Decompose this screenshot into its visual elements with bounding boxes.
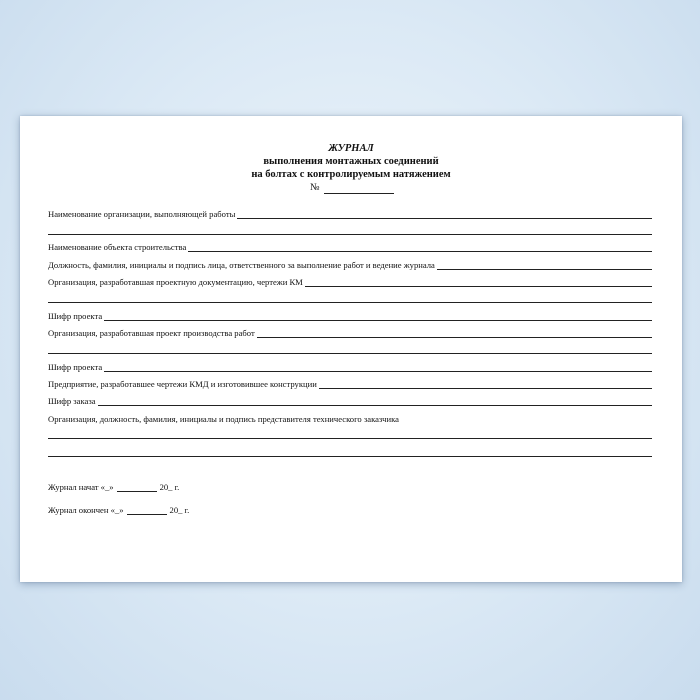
field-blank[interactable] bbox=[188, 243, 652, 252]
field-blank[interactable] bbox=[104, 363, 652, 372]
field-blank[interactable] bbox=[237, 210, 652, 219]
field-customer-representative bbox=[48, 414, 652, 424]
start-year-label: 20_ г. bbox=[159, 482, 180, 492]
field-blank[interactable] bbox=[257, 329, 652, 338]
end-year-label: 20_ г. bbox=[169, 505, 190, 515]
field-blank[interactable] bbox=[104, 312, 652, 321]
journal-form-sheet bbox=[20, 116, 682, 582]
field-label: Шифр проекта bbox=[48, 311, 103, 321]
field-km-design-organization[interactable] bbox=[48, 277, 652, 287]
field-blank[interactable] bbox=[437, 261, 652, 270]
field-label: Организация, разработавшая проектную документацию, чертежи КМ bbox=[48, 277, 303, 287]
field-label: Организация, должность, фамилия, инициалы и подпись представителя технического заказчика bbox=[48, 414, 399, 424]
field-responsible-person[interactable] bbox=[48, 260, 652, 270]
field-continuation-line[interactable] bbox=[48, 353, 652, 354]
field-label: Наименование объекта строительства bbox=[48, 242, 187, 252]
end-month-blank[interactable] bbox=[127, 506, 167, 515]
number-blank[interactable] bbox=[324, 184, 394, 194]
field-continuation-line[interactable] bbox=[48, 234, 652, 235]
journal-start-date[interactable] bbox=[48, 482, 179, 492]
field-label: Организация, разработавшая проект производства работ bbox=[48, 328, 255, 338]
field-construction-object[interactable] bbox=[48, 242, 652, 252]
field-continuation-line[interactable] bbox=[48, 456, 652, 457]
field-label: Шифр проекта bbox=[48, 362, 103, 372]
form-subtitle-line2: на болтах с контролируемым натяжением bbox=[251, 169, 451, 180]
journal-number-field[interactable] bbox=[310, 182, 394, 194]
field-kmd-manufacturer[interactable] bbox=[48, 379, 652, 389]
start-month-blank[interactable] bbox=[117, 483, 157, 492]
field-label: Предприятие, разработавшее чертежи КМД и изготовившее конструкции bbox=[48, 379, 317, 389]
field-label: Наименование организации, выполняющей работы bbox=[48, 209, 236, 219]
field-project-code-2[interactable] bbox=[48, 362, 652, 372]
field-blank[interactable] bbox=[98, 397, 652, 406]
field-label: Должность, фамилия, инициалы и подпись лица, ответственного за выполнение работ и ведение журнала bbox=[48, 260, 435, 270]
end-date-label: Журнал окончен «_» bbox=[48, 505, 124, 515]
field-blank[interactable] bbox=[305, 278, 652, 287]
form-subtitle-line1: выполнения монтажных соединений bbox=[263, 156, 439, 167]
field-continuation-line[interactable] bbox=[48, 302, 652, 303]
start-date-label: Журнал начат «_» bbox=[48, 482, 114, 492]
field-ppr-organization[interactable] bbox=[48, 328, 652, 338]
form-title: ЖУРНАЛ bbox=[328, 143, 374, 154]
field-executing-organization[interactable] bbox=[48, 209, 652, 219]
field-continuation-line[interactable] bbox=[48, 438, 652, 439]
field-project-code-1[interactable] bbox=[48, 311, 652, 321]
number-label: № bbox=[310, 182, 320, 193]
journal-end-date[interactable] bbox=[48, 505, 189, 515]
field-order-code[interactable] bbox=[48, 396, 652, 406]
field-blank[interactable] bbox=[319, 380, 652, 389]
field-label: Шифр заказа bbox=[48, 396, 96, 406]
